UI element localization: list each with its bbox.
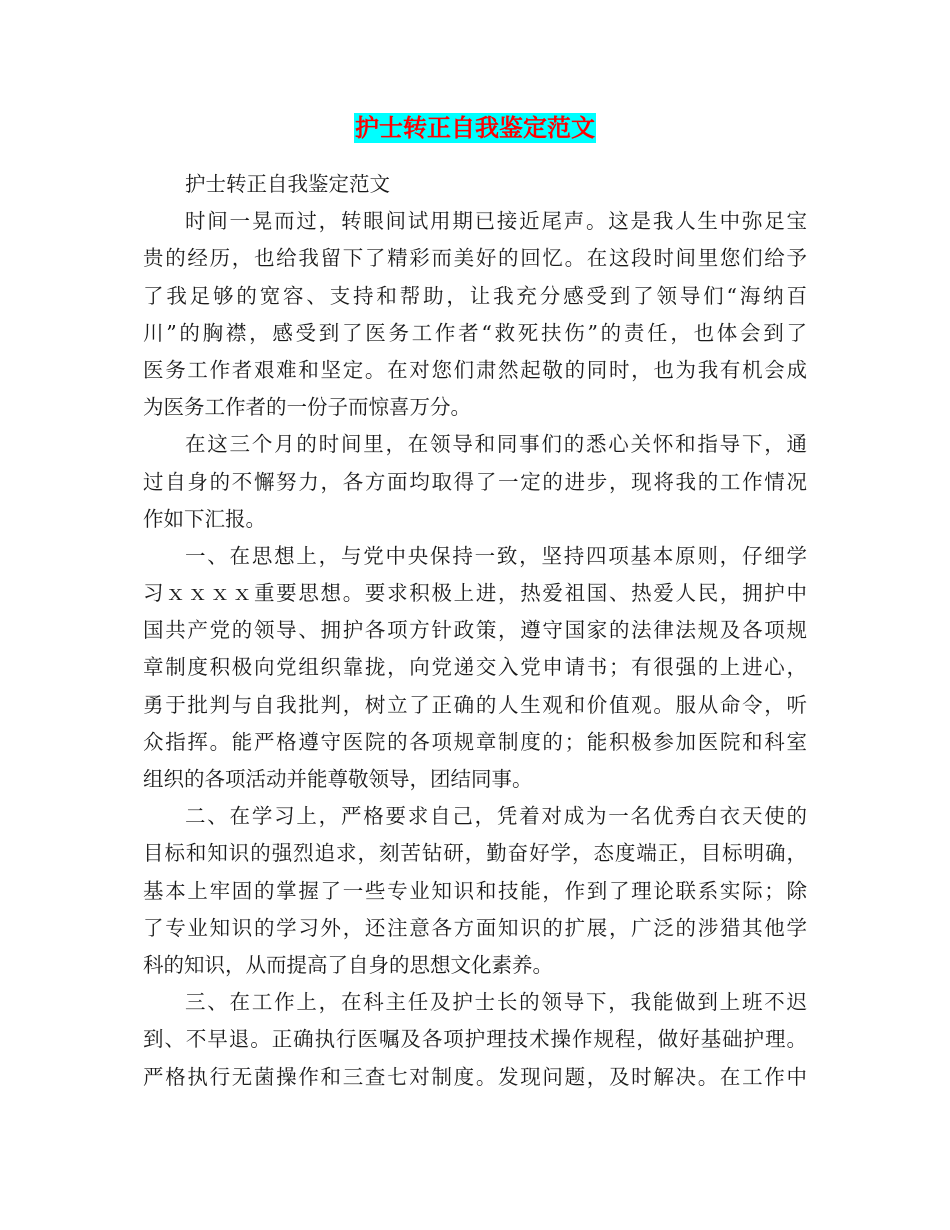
text-line: 一、在思想上，与党中央保持一致，坚持四项基本原则，仔细学	[185, 543, 807, 568]
text-line: 勇于批判与自我批判，树立了正确的人生观和价值观。服从命令，听	[143, 692, 807, 717]
text-line: 目标和知识的强烈追求，刻苦钻研，勤奋好学，态度端正，目标明确，	[143, 841, 807, 866]
text-line: 了我足够的宽容、支持和帮助，让我充分感受到了领导们“海纳百	[143, 283, 807, 308]
text-line: 组织的各项活动并能尊敬领导，团结同事。	[143, 767, 533, 791]
document-title: 护士转正自我鉴定范文	[355, 113, 595, 142]
text-line: 二、在学习上，严格要求自己，凭着对成为一名优秀白衣天使的	[185, 804, 807, 829]
text-line: 基本上牢固的掌握了一些专业知识和技能，作到了理论联系实际；除	[143, 878, 807, 903]
title-container	[0, 113, 950, 143]
text-line: 川”的胸襟，感受到了医务工作者“救死扶伤”的责任，也体会到了	[143, 320, 807, 345]
text-line: 到、不早退。正确执行医嘱及各项护理技术操作规程，做好基础护理。	[143, 1027, 807, 1052]
text-line: 章制度积极向党组织靠拢，向党递交入党申请书；有很强的上进心，	[143, 655, 807, 680]
text-line: 时间一晃而过，转眼间试用期已接近尾声。这是我人生中弥足宝	[185, 209, 807, 234]
text-line: 医务工作者艰难和坚定。在对您们肃然起敬的同时，也为我有机会成	[143, 357, 807, 382]
text-line: 国共产党的领导、拥护各项方针政策，遵守国家的法律法规及各项规	[143, 618, 807, 643]
text-line: 过自身的不懈努力，各方面均取得了一定的进步，现将我的工作情况	[143, 469, 807, 494]
text-line: 三、在工作上，在科主任及护士长的领导下，我能做到上班不迟	[185, 990, 807, 1015]
text-line: 为医务工作者的一份子而惊喜万分。	[143, 395, 471, 420]
text-line: 严格执行无菌操作和三查七对制度。发现问题，及时解决。在工作中	[143, 1064, 807, 1089]
text-line: 护士转正自我鉴定范文	[185, 172, 390, 196]
text-line: 在这三个月的时间里，在领导和同事们的悉心关怀和指导下，通	[185, 432, 807, 457]
document-body	[143, 166, 807, 1096]
text-line: 科的知识，从而提高了自身的思想文化素养。	[143, 952, 553, 977]
text-line: 贵的经历，也给我留下了精彩而美好的回忆。在这段时间里您们给予	[143, 246, 807, 271]
text-line: 了专业知识的学习外，还注意各方面知识的扩展，广泛的涉猎其他学	[143, 915, 807, 940]
text-line: 众指挥。能严格遵守医院的各项规章制度的；能积极参加医院和科室	[143, 729, 807, 754]
text-line: 作如下汇报。	[143, 506, 266, 531]
text-line: 习ｘｘｘｘ重要思想。要求积极上进，热爱祖国、热爱人民，拥护中	[143, 581, 807, 606]
